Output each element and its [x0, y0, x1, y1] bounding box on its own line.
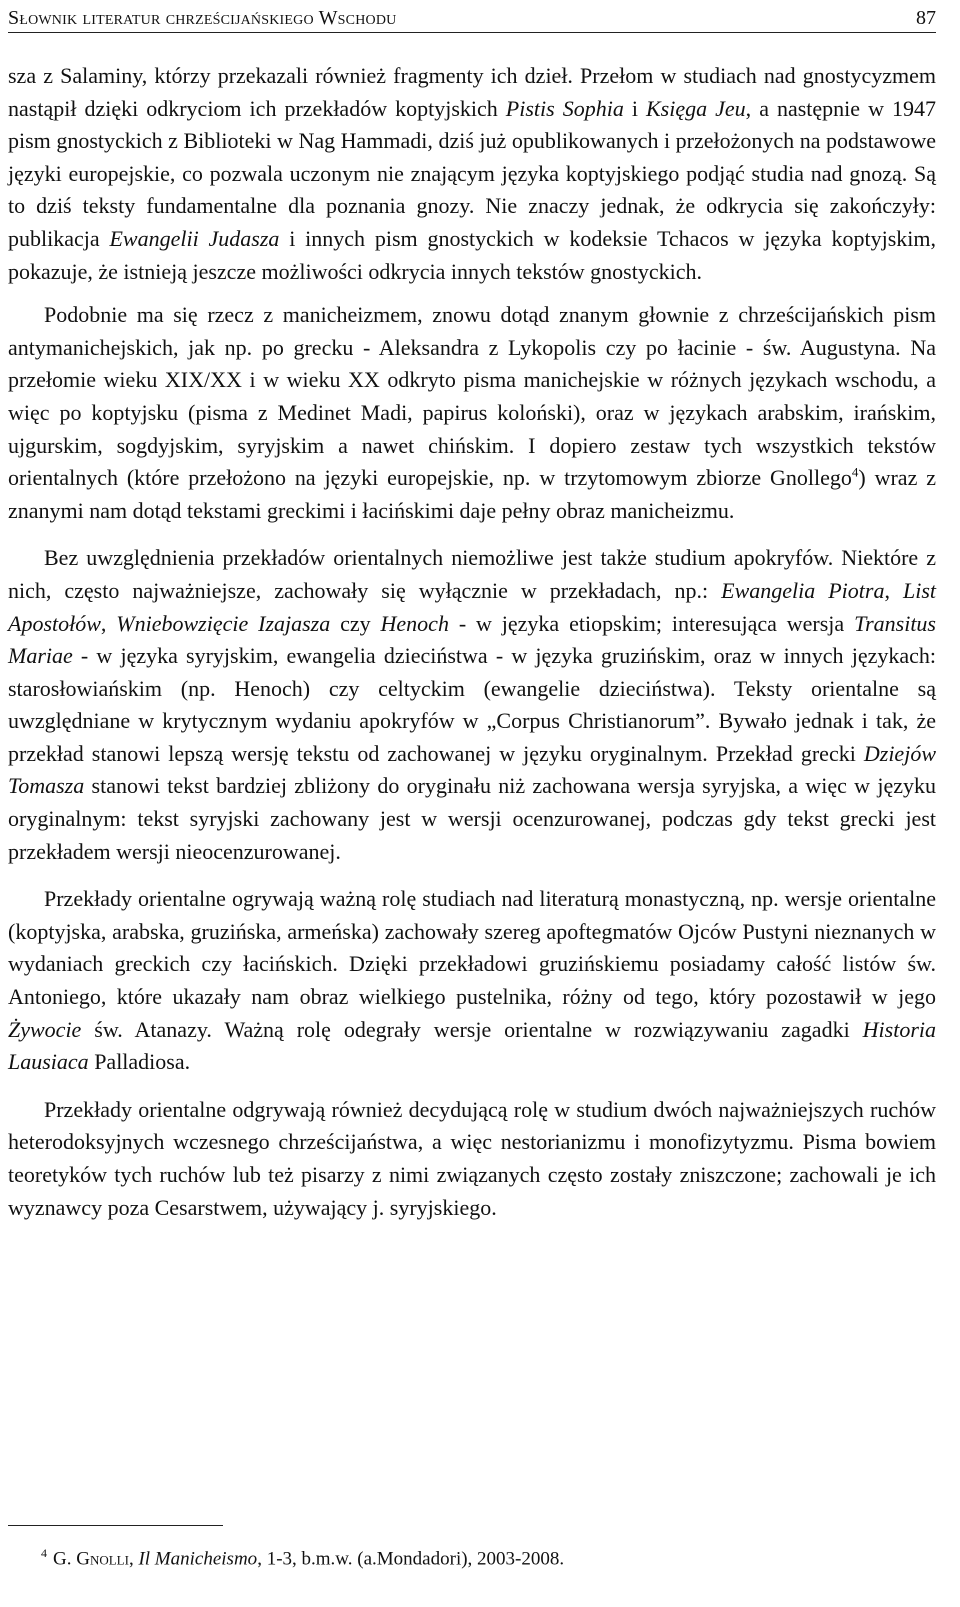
footnote-details: , 1-3, b.m.w. (a.Mondadori), 2003-2008. [257, 1548, 565, 1570]
text-run: , [884, 577, 903, 603]
italic-title: Żywocie [8, 1016, 82, 1042]
text-run: Podobnie ma się rzecz z manicheizmem, znowu dotąd znanym głownie z chrześcijańskich pism antymanichejskich, jak np. po grecku - Aleksandra z Lykopolis czy po łacinie - św. Augustyna. Na przełomie wieku XIX/XX i w wieku XX odkryto pisma manichejskie w różnych językach wschodu, a więc po koptyjsku (pisma z Medinet Madi, papirus koloński), oraz w językach arabskim, irańskim, ujgurskim, sogdyjskim, syryjskim a nawet chińskim. I dopiero zestaw tych wszystkich tekstów orientalnych (które przełożono na języki europejskie, np. w trzytomowym zbiorze Gnollego [8, 302, 936, 491]
text-run: Przekłady orientalne odgrywają również decydującą rolę w studium dwóch najważniejszych ruchów heterodoksyjnych wczesnego chrześcijaństwa, a więc nestorianizmu i monofizytyzmu. Pisma bowiem teoretyków tych ruchów lub też pisarzy z nimi związanych często zostały zniszczone; zachowali je ich wyznawcy poza Cesarstwem, używający j. syryjskiego. [8, 1096, 936, 1220]
italic-title: Pistis Sophia [505, 95, 624, 121]
footnote-mark: 4 [41, 1546, 47, 1560]
footnote-separator [8, 1525, 223, 1526]
text-run: , a następnie w 1947 pism gnostyckich z Biblioteki w Nag Hammadi, dziś już opublikowanych i przełożonych na podstawowe języki europejskie, co pozwala uczonym nie znającym języka koptyjskiego podjąć studia nad gnozą. Są to dziś teksty fundamentalne dla poznania gnozy. Nie znaczy jednak, że odkrycia się zakończyły: publikacja [8, 95, 936, 251]
text-run: i innych pism gnostyckich w kodeksie Tchacos w języka koptyjskim, pokazuje, że istnieją jeszcze możliwości odkrycia innych tekstów gnostyckich. [8, 225, 936, 284]
document-page [8, 0, 936, 1607]
body-text [8, 60, 936, 1224]
header-title: Słownik literatur chrześcijańskiego Wschodu [8, 7, 397, 29]
text-run: św. Atanazy. Ważną rolę odegrały wersje orientalne w rozwiązywaniu zagadki [81, 1016, 863, 1042]
page-number: 87 [916, 7, 936, 29]
italic-title: Wniebowzięcie Izajasza [116, 610, 331, 636]
italic-title: Księga Jeu [646, 95, 746, 121]
text-run: - w języka syryjskim, ewangelia dzieciństwa - w języka gruzińskim, oraz w innych językach: starosłowiańskim (np. Henoch) czy celtyckim (ewangelie dzieciństwa). Teksty orientalne są uwzględniane w krytycznym wydaniu apokryfów w „Corpus Christianorum”. Bywało jednak i tak, że przekład stanowi lepszą wersję tekstu od zachowanej w języku oryginalnym. Przekład grecki [8, 643, 936, 766]
italic-title: Transitus Mariae [8, 610, 936, 669]
italic-title: List Apostołów [8, 577, 936, 636]
footnote-separator-text: , [128, 1548, 139, 1570]
paragraph [8, 60, 936, 288]
footnote-title: Il Manicheismo [138, 1548, 258, 1570]
text-run: ) wraz z znanymi nam dotąd tekstami greckimi i łacińskimi daje pełny obraz manicheizmu. [8, 465, 936, 523]
paragraph [8, 883, 936, 1079]
italic-title: Ewangelii Judasza [109, 225, 280, 251]
paragraph [8, 299, 936, 527]
footnote [8, 1540, 936, 1572]
italic-title: Henoch [380, 610, 449, 636]
text-run: - w języka etiopskim; interesująca wersja [448, 610, 855, 636]
italic-title: Dziejów Tomasza [8, 740, 936, 799]
text-run: , [100, 610, 117, 636]
text-run: i [623, 95, 646, 121]
paragraph [8, 542, 936, 868]
running-header [8, 4, 936, 33]
text-run: stanowi tekst bardziej zbliżony do oryginału niż zachowana wersja syryjska, a więc w języku oryginalnym: tekst syryjski zachowany jest w wersji ocenzurowanej, podczas gdy tekst grecki jest przekładem wersji nieocenzurowanej. [8, 773, 936, 864]
text-run: Bez uwzględnienia przekładów orientalnych niemożliwe jest także studium apokryfów. Niektóre z nich, często najważniejsze, zachowały się wyłącznie w przekładach, np.: [8, 545, 936, 603]
footnote-reference: 4 [851, 464, 859, 480]
footnote-author-initial: G. [53, 1548, 77, 1570]
text-run: sza z Salaminy, którzy przekazali również fragmenty ich dzieł. Przełom w studiach nad gnostycyzmem nastąpił dzięki odkryciom ich przekładów koptyjskich [8, 63, 936, 121]
italic-title: Historia Lausiaca [8, 1016, 936, 1075]
text-run: Przekłady orientalne ogrywają ważną rolę studiach nad literaturą monastyczną, np. wersje orientalne (koptyjska, arabska, gruzińska, armeńska) zachowały szereg apoftegmatów Ojców Pustyni nieznanych w wydaniach greckich czy łacińskich. Dzięki przekładowi gruzińskiemu posiadamy całość listów św. Antoniego, które ukazały nam obraz wielkiego pustelnika, różny od tego, który pozostawił w jego [8, 886, 936, 1010]
italic-title: Ewangelia Piotra [721, 577, 885, 603]
paragraph [8, 1094, 936, 1224]
text-run: Palladiosa. [88, 1049, 191, 1075]
text-run: czy [330, 610, 381, 636]
footnote-author-surname: Gnolli [76, 1548, 129, 1570]
